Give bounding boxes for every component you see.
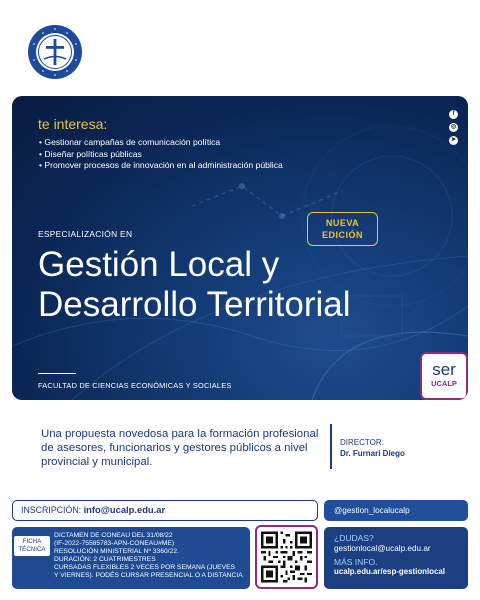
- list-item: • Gestionar campañas de comunicación política: [39, 137, 283, 149]
- inscription-label: INSCRIPCIÓN:: [21, 505, 82, 515]
- technical-line: RESOLUCIÓN MINISTERIAL Nº 3360/22.: [54, 547, 179, 555]
- ser-ucalp-logo: [420, 352, 468, 400]
- technical-sheet-tag: [14, 536, 50, 556]
- instagram-icon[interactable]: ◎: [450, 124, 457, 130]
- inscription-bar: [12, 500, 318, 521]
- faculty-name: FACULTAD DE CIENCIAS ECONÓMICAS Y SOCIALES: [38, 381, 232, 390]
- list-item: • Promover procesos de innovación en al administración pública: [39, 160, 283, 172]
- list-item: • Diseñar políticas públicas: [39, 149, 283, 161]
- university-seal-logo: [27, 24, 83, 80]
- contact-box: [324, 527, 468, 589]
- tag-line: TÉCNICA: [18, 546, 46, 553]
- technical-line: DICTAMEN DE CONEAU DEL 31/08/22: [54, 532, 173, 539]
- interest-title: te interesa:: [38, 116, 108, 132]
- technical-sheet: [12, 527, 250, 589]
- specialization-label: ESPECIALIZACIÓN EN: [38, 229, 133, 239]
- social-handle-link[interactable]: @gestion_localucalp: [324, 500, 468, 521]
- qr-code-icon: [261, 531, 312, 583]
- director-name: Dr. Furnari Diego: [340, 449, 405, 458]
- interest-list: [39, 137, 283, 172]
- program-title-line-2: Desarrollo Territorial: [38, 285, 351, 324]
- ser-word: ser: [432, 360, 456, 379]
- new-edition-badge: [307, 212, 378, 246]
- divider: [38, 373, 76, 374]
- badge-line: EDICIÓN: [321, 230, 363, 240]
- facebook-icon[interactable]: f: [449, 110, 458, 119]
- contact-email-link[interactable]: gestionlocal@ucalp.edu.ar: [334, 544, 431, 553]
- program-title-line-1: Gestión Local y: [38, 245, 280, 284]
- technical-line: Y VIERNES). PODÉS CURSAR PRESENCIAL O A DISTANCIA: [54, 571, 243, 579]
- vertical-divider: [330, 424, 332, 469]
- program-description: Una propuesta novedosa para la formación profesional de asesores, funcionarios y gestores públicos a nivel provincial y municipal.: [41, 428, 319, 468]
- technical-line: CURSADAS FLEXIBLES 2 VECES POR SEMANA (JUEVES: [54, 563, 235, 571]
- technical-line: DURACIÓN: 2 CUATRIMESTRES: [54, 555, 156, 563]
- more-info-label: MÁS INFO.: [334, 557, 378, 567]
- hero-banner: [12, 96, 468, 400]
- badge-line: NUEVA: [325, 218, 360, 228]
- social-icons: [449, 110, 458, 145]
- more-info-url-link[interactable]: ucalp.edu.ar/esp-gestionlocal: [334, 567, 445, 576]
- tag-line: FICHA: [22, 538, 42, 545]
- qr-code-box[interactable]: [255, 525, 318, 589]
- technical-line: (IF-2022-75585783-APN-CONEAU#ME): [54, 539, 175, 547]
- inscription-email-link[interactable]: info@ucalp.edu.ar: [83, 504, 166, 515]
- director-label: DIRECTOR:: [340, 438, 384, 447]
- technical-sheet-text: [54, 532, 243, 579]
- ser-sub: UCALP: [431, 379, 457, 388]
- questions-label: ¿DUDAS?: [334, 533, 374, 543]
- telegram-icon[interactable]: ➤: [450, 137, 457, 143]
